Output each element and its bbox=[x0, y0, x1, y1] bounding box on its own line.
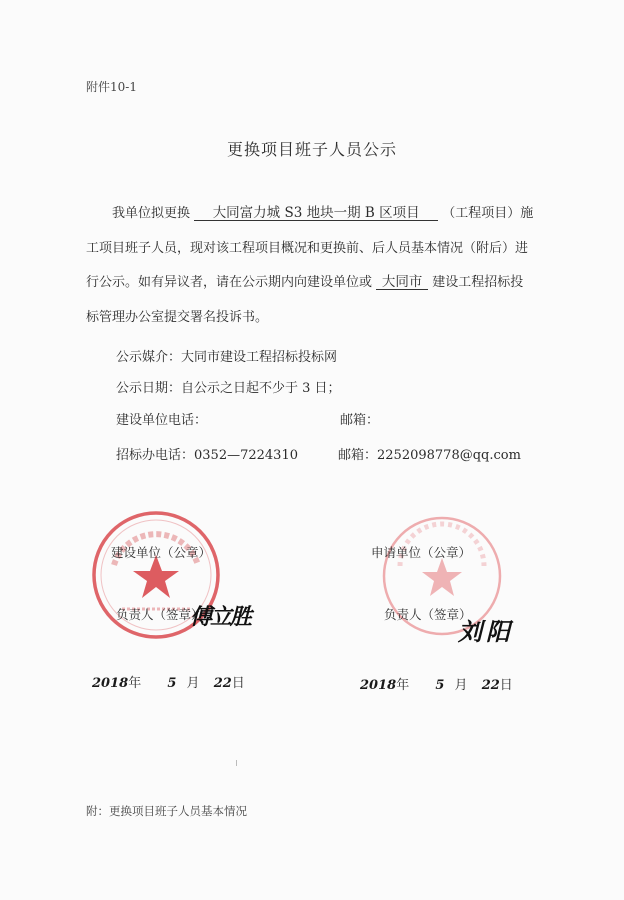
office-phone-label: 招标办电话： bbox=[116, 448, 195, 463]
body-line-1 bbox=[112, 207, 533, 221]
project-name-field: 大同富力城 S3 地块一期 B 区项目 bbox=[194, 207, 438, 221]
applicant-date-month-char: 月 bbox=[454, 678, 468, 693]
applicant-person-label: 负责人（签章） bbox=[384, 607, 472, 622]
body-line-4: 标管理办公室提交署名投诉书。 bbox=[86, 310, 269, 325]
builder-unit-label: 建设单位（公章） bbox=[111, 545, 212, 560]
builder-email-label: 邮箱： bbox=[340, 413, 380, 428]
office-phone-value: 0352—7224310 bbox=[194, 448, 298, 463]
body-line-3 bbox=[86, 276, 523, 290]
media-value: 大同市建设工程招标投标网 bbox=[181, 350, 338, 365]
builder-date-day-char: 日 bbox=[231, 676, 245, 691]
period-label: 公示日期： bbox=[116, 381, 182, 396]
body-p3-prefix: 行公示。如有异议者，请在公示期内向建设单位或 bbox=[86, 275, 373, 290]
builder-handwritten-signature: 傅立胜 bbox=[190, 604, 251, 630]
builder-date-day: 22 bbox=[213, 676, 232, 691]
office-email-line bbox=[338, 444, 521, 463]
applicant-date bbox=[360, 674, 513, 693]
document-title: 更换项目班子人员公示 bbox=[226, 140, 397, 159]
applicant-date-day-char: 日 bbox=[499, 678, 513, 693]
period-line bbox=[116, 377, 341, 396]
builder-date-month: 5 bbox=[167, 676, 177, 691]
applicant-handwritten-signature: 刘阳 bbox=[458, 617, 514, 646]
attachment-number: 附件10-1 bbox=[86, 80, 137, 94]
builder-date-month-char: 月 bbox=[186, 676, 200, 691]
scan-speck bbox=[236, 760, 237, 766]
body-p1-prefix: 我单位拟更换 bbox=[112, 206, 191, 221]
city-field: 大同市 bbox=[376, 276, 428, 290]
applicant-date-year: 2018 bbox=[360, 678, 397, 693]
body-line-2: 工项目班子人员，现对该工程项目概况和更换前、后人员基本情况（附后）进 bbox=[86, 241, 529, 256]
period-value: 自公示之日起不少于 3 日； bbox=[181, 381, 341, 396]
media-label: 公示媒介： bbox=[116, 350, 182, 365]
attachment-footnote: 附：更换项目班子人员基本情况 bbox=[86, 804, 247, 818]
office-email-label: 邮箱： bbox=[338, 448, 378, 463]
applicant-date-day: 22 bbox=[481, 678, 500, 693]
applicant-date-month: 5 bbox=[435, 678, 445, 693]
body-p1-suffix: （工程项目）施 bbox=[442, 206, 534, 221]
builder-person-label: 负责人（签章） bbox=[116, 607, 204, 622]
body-p3-suffix: 建设工程招标投 bbox=[432, 275, 524, 290]
builder-phone-label: 建设单位电话： bbox=[116, 413, 208, 428]
builder-date-year: 2018 bbox=[92, 676, 129, 691]
applicant-date-year-char: 年 bbox=[396, 678, 410, 693]
applicant-unit-label: 申请单位（公章） bbox=[371, 545, 472, 560]
media-line bbox=[116, 346, 337, 365]
builder-date bbox=[92, 672, 245, 691]
office-email-value: 2252098778@qq.com bbox=[377, 448, 521, 463]
office-phone-line bbox=[116, 444, 298, 463]
builder-date-year-char: 年 bbox=[128, 676, 142, 691]
